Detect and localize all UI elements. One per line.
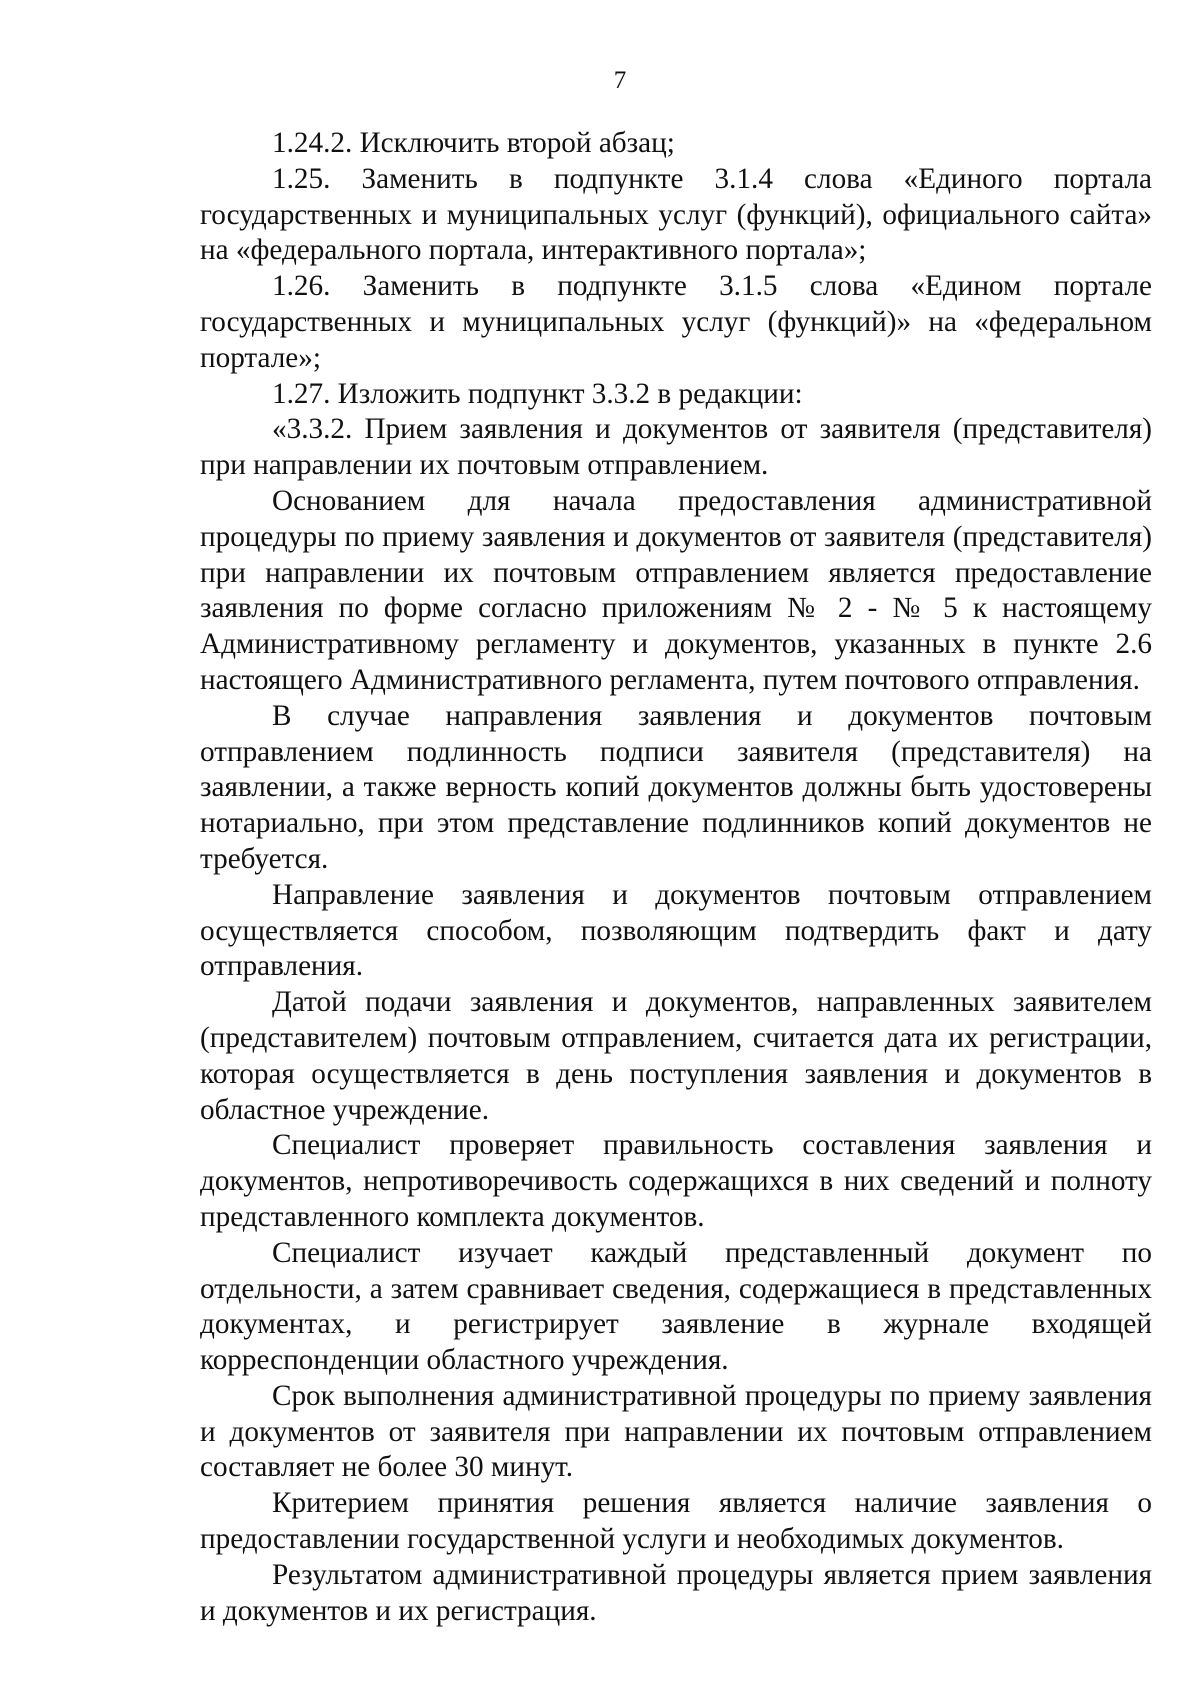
paragraph-submission-date: Датой подачи заявления и документов, направленных заявителем (представителем) почтовым отправлением, считается дата их регистрации, которая осуществляется в день поступления заявления и документов в областное учреждение.	[200, 986, 1152, 1126]
paragraph-1-24-2: 1.24.2. Исключить второй абзац;	[272, 127, 675, 159]
document-body	[200, 126, 1152, 1629]
paragraph-1-27: 1.27. Изложить подпункт 3.3.2 в редакции:	[272, 377, 803, 410]
paragraph-basis: Основанием для начала предоставления административной процедуры по приему заявления и документов от заявителя (представителя) при направлении их почтовым отправлением является предоставление заявления по форме согласно приложениям № 2 - № 5 к настоящему Административному регламенту и документов, указанных в пункте 2.6 настоящего Административного регламента, путем почтового отправления.	[200, 484, 1152, 696]
paragraph-result: Результатом административной процедуры является прием заявления и документов и их регистрация.	[200, 1558, 1152, 1627]
paragraph-specialist-checks: Специалист проверяет правильность составления заявления и документов, непротиворечивость содержащихся в них сведений и полноту представленного комплекта документов.	[200, 1129, 1152, 1233]
paragraph-specialist-studies: Специалист изучает каждый представленный документ по отдельности, а затем сравнивает сведения, содержащиеся в представленных документах, и регистрирует заявление в журнале входящей корреспонденции областного учреждения.	[200, 1236, 1152, 1377]
paragraph-criterion: Критерием принятия решения является наличие заявления о предоставлении государственной услуги и необходимых документов.	[200, 1487, 1152, 1556]
paragraph-sending-method: Направление заявления и документов почтовым отправлением осуществляется способом, позволяющим подтвердить факт и дату отправления.	[200, 878, 1152, 983]
paragraph-notarization: В случае направления заявления и документов почтовым отправлением подлинность подписи заявителя (представителя) на заявлении, а также верность копий документов должны быть удостоверены нотариально, при этом представление подлинников копий документов не требуется.	[200, 699, 1152, 875]
paragraph-1-25: 1.25. Заменить в подпункте 3.1.4 слова «Единого портала государственных и муниципальных услуг (функций), официального сайта» на «федерального портала, интерактивного портала»;	[200, 162, 1152, 267]
paragraph-deadline: Срок выполнения административной процедуры по приему заявления и документов от заявителя при направлении их почтовым отправлением составляет не более 30 минут.	[200, 1379, 1152, 1484]
paragraph-1-26: 1.26. Заменить в подпункте 3.1.5 слова «Едином портале государственных и муниципальных услуг (функций)» на «федеральном портале»;	[200, 270, 1152, 374]
paragraph-3-3-2-heading: «3.3.2. Прием заявления и документов от заявителя (представителя) при направлении их почтовым отправлением.	[200, 413, 1152, 482]
page-number: 7	[613, 67, 627, 94]
